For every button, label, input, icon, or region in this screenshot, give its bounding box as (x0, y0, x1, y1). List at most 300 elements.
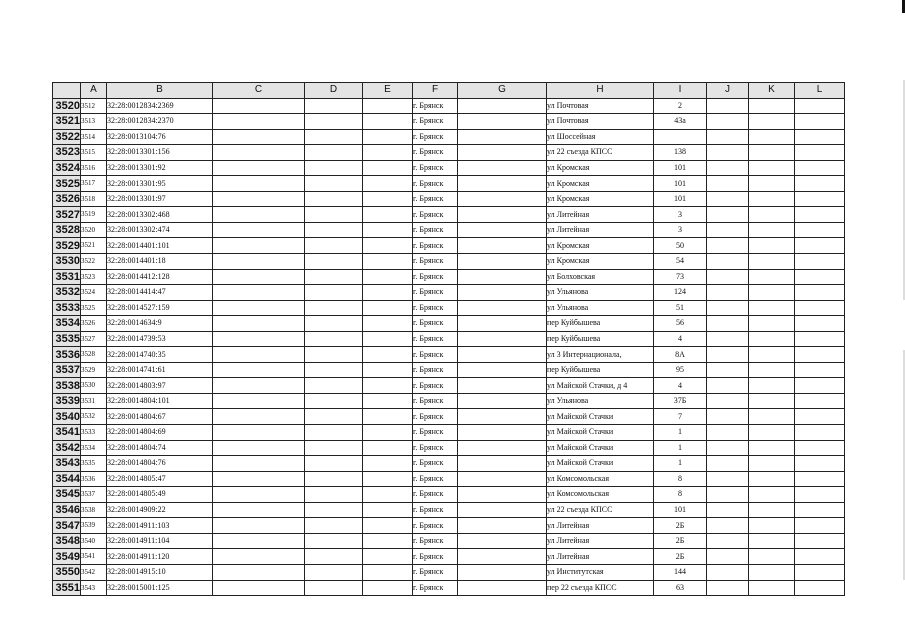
cell-k[interactable] (749, 533, 795, 549)
cell-d[interactable] (305, 207, 363, 223)
row-number-cell[interactable]: 3529 (53, 238, 81, 254)
cell-l[interactable] (795, 222, 845, 238)
cell-g[interactable] (458, 456, 547, 472)
cell-k[interactable] (749, 409, 795, 425)
cell-cadastral[interactable]: 32:28:0014805:47 (107, 471, 213, 487)
cell-j[interactable] (707, 98, 749, 114)
cell-city[interactable]: г. Брянск (413, 440, 458, 456)
cell-d[interactable] (305, 285, 363, 301)
cell-city[interactable]: г. Брянск (413, 549, 458, 565)
cell-g[interactable] (458, 331, 547, 347)
row-number-cell[interactable]: 3527 (53, 207, 81, 223)
cell-l[interactable] (795, 114, 845, 130)
cell-city[interactable]: г. Брянск (413, 347, 458, 363)
cell-d[interactable] (305, 456, 363, 472)
cell-cadastral[interactable]: 32:28:0014804:74 (107, 440, 213, 456)
cell-d[interactable] (305, 269, 363, 285)
cell-house[interactable]: 4 (654, 378, 707, 394)
cell-house[interactable]: 3 (654, 222, 707, 238)
cell-street[interactable]: ул Кромская (547, 176, 654, 192)
cell-g[interactable] (458, 300, 547, 316)
cell-cadastral[interactable]: 32:28:0014412:128 (107, 269, 213, 285)
cell-c[interactable] (213, 254, 305, 270)
cell-cadastral[interactable]: 32:28:0014804:69 (107, 425, 213, 441)
cell-k[interactable] (749, 300, 795, 316)
cell-a[interactable]: 3532 (81, 409, 107, 425)
cell-g[interactable] (458, 254, 547, 270)
cell-g[interactable] (458, 533, 547, 549)
cell-l[interactable] (795, 393, 845, 409)
cell-c[interactable] (213, 393, 305, 409)
cell-g[interactable] (458, 378, 547, 394)
cell-city[interactable]: г. Брянск (413, 285, 458, 301)
cell-city[interactable]: г. Брянск (413, 207, 458, 223)
cell-g[interactable] (458, 160, 547, 176)
row-number-cell[interactable]: 3530 (53, 254, 81, 270)
cell-cadastral[interactable]: 32:28:0013301:92 (107, 160, 213, 176)
cell-house[interactable] (654, 129, 707, 145)
cell-street[interactable]: ул 22 съезда КПСС (547, 502, 654, 518)
cell-house[interactable]: 4 (654, 331, 707, 347)
cell-k[interactable] (749, 98, 795, 114)
cell-cadastral[interactable]: 32:28:0014634:9 (107, 316, 213, 332)
cell-d[interactable] (305, 471, 363, 487)
cell-street[interactable]: ул Болховская (547, 269, 654, 285)
cell-d[interactable] (305, 347, 363, 363)
cell-l[interactable] (795, 98, 845, 114)
cell-c[interactable] (213, 409, 305, 425)
cell-k[interactable] (749, 191, 795, 207)
cell-city[interactable]: г. Брянск (413, 145, 458, 161)
cell-a[interactable]: 3520 (81, 222, 107, 238)
cell-c[interactable] (213, 269, 305, 285)
cell-d[interactable] (305, 222, 363, 238)
cell-j[interactable] (707, 487, 749, 503)
row-number-cell[interactable]: 3540 (53, 409, 81, 425)
cell-a[interactable]: 3518 (81, 191, 107, 207)
cell-g[interactable] (458, 502, 547, 518)
cell-l[interactable] (795, 409, 845, 425)
cell-l[interactable] (795, 207, 845, 223)
cell-e[interactable] (363, 254, 413, 270)
cell-a[interactable]: 3517 (81, 176, 107, 192)
cell-l[interactable] (795, 549, 845, 565)
column-header-d[interactable]: D (305, 83, 363, 99)
cell-c[interactable] (213, 518, 305, 534)
cell-d[interactable] (305, 98, 363, 114)
cell-house[interactable]: 144 (654, 564, 707, 580)
cell-c[interactable] (213, 440, 305, 456)
cell-street[interactable]: ул Литейная (547, 549, 654, 565)
cell-l[interactable] (795, 176, 845, 192)
cell-l[interactable] (795, 129, 845, 145)
cell-l[interactable] (795, 238, 845, 254)
cell-k[interactable] (749, 145, 795, 161)
cell-j[interactable] (707, 145, 749, 161)
cell-city[interactable]: г. Брянск (413, 331, 458, 347)
cell-l[interactable] (795, 362, 845, 378)
cell-c[interactable] (213, 145, 305, 161)
cell-house[interactable]: 8 (654, 471, 707, 487)
cell-e[interactable] (363, 487, 413, 503)
cell-cadastral[interactable]: 32:28:0015001:125 (107, 580, 213, 596)
cell-house[interactable]: 2Б (654, 549, 707, 565)
cell-g[interactable] (458, 114, 547, 130)
row-number-cell[interactable]: 3528 (53, 222, 81, 238)
cell-city[interactable]: г. Брянск (413, 409, 458, 425)
cell-l[interactable] (795, 378, 845, 394)
cell-g[interactable] (458, 425, 547, 441)
cell-k[interactable] (749, 425, 795, 441)
cell-j[interactable] (707, 331, 749, 347)
cell-k[interactable] (749, 549, 795, 565)
cell-house[interactable]: 63 (654, 580, 707, 596)
cell-street[interactable]: ул 22 съезда КПСС (547, 145, 654, 161)
cell-house[interactable]: 54 (654, 254, 707, 270)
cell-cadastral[interactable]: 32:28:0014804:101 (107, 393, 213, 409)
cell-l[interactable] (795, 518, 845, 534)
cell-g[interactable] (458, 393, 547, 409)
cell-city[interactable]: г. Брянск (413, 176, 458, 192)
cell-k[interactable] (749, 347, 795, 363)
cell-house[interactable]: 50 (654, 238, 707, 254)
cell-j[interactable] (707, 160, 749, 176)
cell-street[interactable]: пер Куйбышева (547, 331, 654, 347)
cell-j[interactable] (707, 285, 749, 301)
cell-j[interactable] (707, 440, 749, 456)
cell-a[interactable]: 3533 (81, 425, 107, 441)
cell-house[interactable]: 101 (654, 176, 707, 192)
cell-a[interactable]: 3528 (81, 347, 107, 363)
cell-a[interactable]: 3527 (81, 331, 107, 347)
cell-house[interactable]: 56 (654, 316, 707, 332)
cell-l[interactable] (795, 300, 845, 316)
cell-c[interactable] (213, 176, 305, 192)
cell-city[interactable]: г. Брянск (413, 502, 458, 518)
cell-a[interactable]: 3523 (81, 269, 107, 285)
cell-cadastral[interactable]: 32:28:0014909:22 (107, 502, 213, 518)
cell-j[interactable] (707, 378, 749, 394)
cell-street[interactable]: ул Институтская (547, 564, 654, 580)
cell-house[interactable]: 37Б (654, 393, 707, 409)
cell-k[interactable] (749, 129, 795, 145)
cell-k[interactable] (749, 456, 795, 472)
cell-d[interactable] (305, 254, 363, 270)
cell-house[interactable]: 1 (654, 456, 707, 472)
cell-j[interactable] (707, 580, 749, 596)
cell-d[interactable] (305, 533, 363, 549)
cell-d[interactable] (305, 440, 363, 456)
column-header-g[interactable]: G (458, 83, 547, 99)
cell-k[interactable] (749, 502, 795, 518)
cell-city[interactable]: г. Брянск (413, 191, 458, 207)
cell-d[interactable] (305, 502, 363, 518)
cell-k[interactable] (749, 269, 795, 285)
cell-c[interactable] (213, 425, 305, 441)
cell-j[interactable] (707, 362, 749, 378)
cell-k[interactable] (749, 238, 795, 254)
cell-g[interactable] (458, 409, 547, 425)
cell-j[interactable] (707, 269, 749, 285)
cell-d[interactable] (305, 160, 363, 176)
cell-k[interactable] (749, 207, 795, 223)
cell-j[interactable] (707, 564, 749, 580)
cell-e[interactable] (363, 176, 413, 192)
cell-j[interactable] (707, 502, 749, 518)
cell-city[interactable]: г. Брянск (413, 378, 458, 394)
cell-k[interactable] (749, 471, 795, 487)
cell-cadastral[interactable]: 32:28:0013104:76 (107, 129, 213, 145)
cell-g[interactable] (458, 285, 547, 301)
cell-street[interactable]: ул Комсомольская (547, 471, 654, 487)
cell-street[interactable]: ул Почтовая (547, 98, 654, 114)
cell-a[interactable]: 3513 (81, 114, 107, 130)
cell-a[interactable]: 3542 (81, 564, 107, 580)
cell-d[interactable] (305, 191, 363, 207)
cell-j[interactable] (707, 254, 749, 270)
cell-d[interactable] (305, 129, 363, 145)
cell-cadastral[interactable]: 32:28:0013302:468 (107, 207, 213, 223)
cell-l[interactable] (795, 160, 845, 176)
corner-header-cell[interactable] (53, 83, 81, 99)
cell-city[interactable]: г. Брянск (413, 362, 458, 378)
row-number-cell[interactable]: 3520 (53, 98, 81, 114)
cell-k[interactable] (749, 285, 795, 301)
cell-e[interactable] (363, 207, 413, 223)
cell-c[interactable] (213, 160, 305, 176)
cell-street[interactable]: ул Литейная (547, 518, 654, 534)
column-header-c[interactable]: C (213, 83, 305, 99)
row-number-cell[interactable]: 3534 (53, 316, 81, 332)
cell-c[interactable] (213, 316, 305, 332)
cell-city[interactable]: г. Брянск (413, 98, 458, 114)
cell-l[interactable] (795, 440, 845, 456)
cell-cadastral[interactable]: 32:28:0013301:97 (107, 191, 213, 207)
cell-g[interactable] (458, 145, 547, 161)
cell-l[interactable] (795, 425, 845, 441)
cell-d[interactable] (305, 176, 363, 192)
cell-cadastral[interactable]: 32:28:0012834:2369 (107, 98, 213, 114)
cell-k[interactable] (749, 176, 795, 192)
cell-city[interactable]: г. Брянск (413, 518, 458, 534)
cell-street[interactable]: ул Шоссейная (547, 129, 654, 145)
cell-d[interactable] (305, 425, 363, 441)
cell-l[interactable] (795, 285, 845, 301)
cell-g[interactable] (458, 176, 547, 192)
row-number-cell[interactable]: 3539 (53, 393, 81, 409)
cell-street[interactable]: ул Кромская (547, 160, 654, 176)
cell-c[interactable] (213, 207, 305, 223)
cell-j[interactable] (707, 393, 749, 409)
cell-g[interactable] (458, 98, 547, 114)
cell-city[interactable]: г. Брянск (413, 580, 458, 596)
cell-d[interactable] (305, 549, 363, 565)
cell-house[interactable]: 2Б (654, 518, 707, 534)
cell-city[interactable]: г. Брянск (413, 222, 458, 238)
cell-cadastral[interactable]: 32:28:0014527:159 (107, 300, 213, 316)
cell-c[interactable] (213, 502, 305, 518)
row-number-cell[interactable]: 3546 (53, 502, 81, 518)
cell-e[interactable] (363, 222, 413, 238)
cell-c[interactable] (213, 378, 305, 394)
cell-e[interactable] (363, 191, 413, 207)
cell-city[interactable]: г. Брянск (413, 254, 458, 270)
cell-c[interactable] (213, 533, 305, 549)
cell-a[interactable]: 3521 (81, 238, 107, 254)
cell-cadastral[interactable]: 32:28:0013301:95 (107, 176, 213, 192)
cell-j[interactable] (707, 471, 749, 487)
cell-e[interactable] (363, 502, 413, 518)
cell-g[interactable] (458, 238, 547, 254)
cell-e[interactable] (363, 471, 413, 487)
cell-e[interactable] (363, 425, 413, 441)
row-number-cell[interactable]: 3547 (53, 518, 81, 534)
cell-g[interactable] (458, 564, 547, 580)
cell-j[interactable] (707, 114, 749, 130)
cell-street[interactable]: ул Кромская (547, 254, 654, 270)
cell-city[interactable]: г. Брянск (413, 425, 458, 441)
cell-a[interactable]: 3519 (81, 207, 107, 223)
cell-e[interactable] (363, 378, 413, 394)
cell-street[interactable]: ул Литейная (547, 533, 654, 549)
cell-cadastral[interactable]: 32:28:0012834:2370 (107, 114, 213, 130)
row-number-cell[interactable]: 3545 (53, 487, 81, 503)
cell-d[interactable] (305, 145, 363, 161)
cell-l[interactable] (795, 145, 845, 161)
cell-a[interactable]: 3516 (81, 160, 107, 176)
cell-e[interactable] (363, 456, 413, 472)
cell-j[interactable] (707, 316, 749, 332)
cell-e[interactable] (363, 269, 413, 285)
cell-e[interactable] (363, 145, 413, 161)
cell-c[interactable] (213, 129, 305, 145)
cell-d[interactable] (305, 238, 363, 254)
cell-street[interactable]: ул Ульянова (547, 393, 654, 409)
cell-street[interactable]: ул Литейная (547, 222, 654, 238)
cell-cadastral[interactable]: 32:28:0014739:53 (107, 331, 213, 347)
row-number-cell[interactable]: 3541 (53, 425, 81, 441)
cell-g[interactable] (458, 129, 547, 145)
cell-cadastral[interactable]: 32:28:0014911:103 (107, 518, 213, 534)
row-number-cell[interactable]: 3551 (53, 580, 81, 596)
cell-k[interactable] (749, 331, 795, 347)
column-header-i[interactable]: I (654, 83, 707, 99)
cell-cadastral[interactable]: 32:28:0013301:156 (107, 145, 213, 161)
cell-house[interactable]: 2Б (654, 533, 707, 549)
cell-house[interactable]: 3 (654, 207, 707, 223)
cell-j[interactable] (707, 456, 749, 472)
cell-k[interactable] (749, 362, 795, 378)
row-number-cell[interactable]: 3548 (53, 533, 81, 549)
cell-city[interactable]: г. Брянск (413, 269, 458, 285)
cell-a[interactable]: 3539 (81, 518, 107, 534)
cell-c[interactable] (213, 114, 305, 130)
cell-l[interactable] (795, 347, 845, 363)
cell-a[interactable]: 3541 (81, 549, 107, 565)
cell-cadastral[interactable]: 32:28:0014803:97 (107, 378, 213, 394)
cell-city[interactable]: г. Брянск (413, 456, 458, 472)
cell-j[interactable] (707, 238, 749, 254)
cell-j[interactable] (707, 300, 749, 316)
cell-l[interactable] (795, 502, 845, 518)
cell-e[interactable] (363, 285, 413, 301)
cell-house[interactable]: 2 (654, 98, 707, 114)
cell-e[interactable] (363, 549, 413, 565)
row-number-cell[interactable]: 3521 (53, 114, 81, 130)
cell-a[interactable]: 3530 (81, 378, 107, 394)
cell-c[interactable] (213, 549, 305, 565)
cell-c[interactable] (213, 98, 305, 114)
row-number-cell[interactable]: 3533 (53, 300, 81, 316)
cell-street[interactable]: ул Майской Стачки (547, 440, 654, 456)
cell-a[interactable]: 3540 (81, 533, 107, 549)
row-number-cell[interactable]: 3544 (53, 471, 81, 487)
cell-cadastral[interactable]: 32:28:0014911:120 (107, 549, 213, 565)
row-number-cell[interactable]: 3535 (53, 331, 81, 347)
cell-street[interactable]: ул Комсомольская (547, 487, 654, 503)
cell-d[interactable] (305, 580, 363, 596)
cell-j[interactable] (707, 176, 749, 192)
cell-street[interactable]: ул Ульянова (547, 285, 654, 301)
cell-a[interactable]: 3534 (81, 440, 107, 456)
cell-house[interactable]: 43а (654, 114, 707, 130)
cell-e[interactable] (363, 160, 413, 176)
column-header-f[interactable]: F (413, 83, 458, 99)
cell-cadastral[interactable]: 32:28:0014414:47 (107, 285, 213, 301)
cell-c[interactable] (213, 347, 305, 363)
cell-cadastral[interactable]: 32:28:0014915:10 (107, 564, 213, 580)
cell-house[interactable]: 101 (654, 502, 707, 518)
row-number-cell[interactable]: 3525 (53, 176, 81, 192)
cell-j[interactable] (707, 533, 749, 549)
row-number-cell[interactable]: 3531 (53, 269, 81, 285)
cell-cadastral[interactable]: 32:28:0013302:474 (107, 222, 213, 238)
cell-e[interactable] (363, 440, 413, 456)
cell-g[interactable] (458, 440, 547, 456)
cell-house[interactable]: 7 (654, 409, 707, 425)
cell-house[interactable]: 124 (654, 285, 707, 301)
cell-a[interactable]: 3512 (81, 98, 107, 114)
cell-g[interactable] (458, 191, 547, 207)
cell-j[interactable] (707, 207, 749, 223)
cell-l[interactable] (795, 456, 845, 472)
cell-j[interactable] (707, 347, 749, 363)
cell-a[interactable]: 3537 (81, 487, 107, 503)
column-header-b[interactable]: B (107, 83, 213, 99)
cell-cadastral[interactable]: 32:28:0014401:101 (107, 238, 213, 254)
cell-street[interactable]: пер Куйбышева (547, 316, 654, 332)
cell-city[interactable]: г. Брянск (413, 487, 458, 503)
cell-a[interactable]: 3535 (81, 456, 107, 472)
column-header-j[interactable]: J (707, 83, 749, 99)
cell-l[interactable] (795, 254, 845, 270)
cell-d[interactable] (305, 316, 363, 332)
cell-street[interactable]: пер Куйбышева (547, 362, 654, 378)
cell-l[interactable] (795, 580, 845, 596)
cell-a[interactable]: 3515 (81, 145, 107, 161)
row-number-cell[interactable]: 3543 (53, 456, 81, 472)
cell-k[interactable] (749, 114, 795, 130)
cell-city[interactable]: г. Брянск (413, 160, 458, 176)
cell-e[interactable] (363, 300, 413, 316)
cell-e[interactable] (363, 362, 413, 378)
row-number-cell[interactable]: 3524 (53, 160, 81, 176)
cell-e[interactable] (363, 331, 413, 347)
cell-j[interactable] (707, 191, 749, 207)
cell-c[interactable] (213, 362, 305, 378)
cell-e[interactable] (363, 409, 413, 425)
row-number-cell[interactable]: 3536 (53, 347, 81, 363)
